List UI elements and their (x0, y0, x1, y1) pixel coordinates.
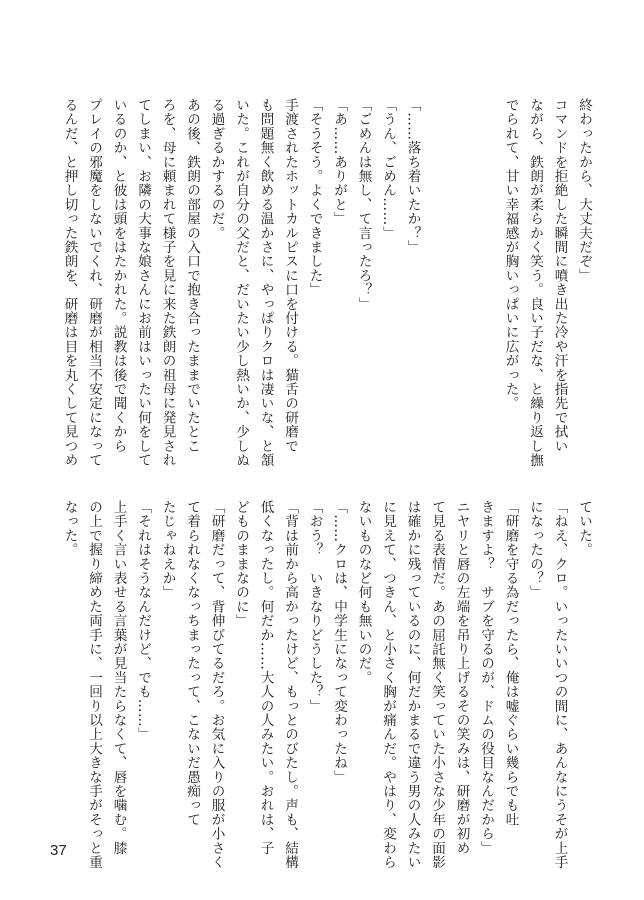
text-line: ないものなど何も無いのだ。 (355, 500, 372, 685)
text-line: 「ごめんは無し、て言ったろ？」 (355, 98, 372, 311)
text-line: いるのか、と彼は頭をはたかれた。説教は後で聞くから (110, 98, 127, 453)
text-line: るんだ、と押し切った鉄朗を、研磨は目を丸くして見つめ (61, 98, 78, 468)
text-line: たじゃねえか」 (159, 500, 176, 600)
text-line: になったの？」 (527, 500, 543, 600)
upper-text-block (44, 98, 596, 468)
page-number: 37 (50, 842, 67, 859)
text-line: コマンドを拒絶した瞬間に噴き出た冷や汗を指先で拭い (551, 98, 568, 453)
text-line: 「そうそう。よくできました」 (306, 98, 323, 297)
text-line (425, 98, 450, 438)
text-line: 「うん、ごめん……」 (380, 98, 396, 240)
text-line: プレイの邪魔をしないでくれ、研磨が相当不安定になって (86, 98, 102, 468)
text-line: ニヤリと唇の左端を吊り上げるその笑みは、研磨が初め (453, 500, 470, 855)
text-line: る過ぎるかするのだ。 (208, 98, 225, 240)
text-line: 「あ……ありがと」 (331, 98, 347, 226)
text-line: 低くなったし。何だか……大人の人みたい。おれは、子 (257, 500, 274, 855)
text-line: 「研磨だって、背伸びてるだろ。お気に入りの服が小さく (208, 500, 225, 870)
text-line: どものままなのに」 (233, 500, 249, 628)
text-line: 「ねえ、クロ。いったいいつの間に、あんなにうそが上手 (551, 500, 568, 870)
text-line (474, 98, 499, 438)
text-line: 「研磨を守る為だったら、俺は嘘ぐらい幾らでも吐 (502, 500, 519, 827)
text-line: 上手く言い表せる言葉が見当たらなくて、唇を噛む。膝 (110, 500, 127, 855)
text-line: 「それはそうなんだけど、でも……」 (135, 500, 151, 742)
text-line: 「おう？ いきなりどうした？」 (306, 500, 323, 713)
text-line: 「……落ち着いたか？」 (404, 98, 421, 255)
text-line: て見る表情だ。あの屈託無く笑っていた小さな少年の面影 (429, 500, 445, 870)
text-line: て着られなくなっちまったって、こないだ愚痴って (184, 500, 200, 827)
text-line: でられて、甘い幸福感が胸いっぱいに広がった。 (502, 98, 519, 411)
text-line: ろを、母に頼まれて様子を見に来た鉄朗の祖母に発見され (159, 98, 176, 468)
text-line: は確かに残っているのに、何だかまるで違う男の人みたい (404, 500, 421, 870)
text-line: きますよ？ サブを守るのが、ドムの役目なんだから」 (478, 500, 494, 855)
text-line: 終わったから、大丈夫だぞ」 (576, 98, 592, 283)
text-line: あの後、鉄朗の部屋の入口で抱き合ったままでいたとこ (184, 98, 200, 453)
text-line: 「……クロは、中学生になって変わったね」 (331, 500, 347, 784)
text-line (449, 98, 474, 438)
text-line: に見えて、つきん、と小さく胸が痛んだ。やはり、変わら (380, 500, 396, 870)
text-line: 「背は前から高かったけど、もっとのびたし。声も、結構 (282, 500, 298, 870)
text-line: も問題無く飲める温かさに、やっぱりクロは凄いな、と頷 (257, 98, 274, 468)
text-line: いた。これが自分の父だと、だいたい少し熱いか、少しぬ (233, 98, 249, 468)
text-line: の上で握り締めた両手に、一回り以上大きな手がそっと重 (86, 500, 102, 870)
text-line: てしまい、お隣の大事な娘さんにお前はいったい何をして (135, 98, 151, 468)
text-line: なった。 (61, 500, 78, 557)
text-line: ていた。 (576, 500, 592, 557)
text-line: ながら、鉄朗が柔らかく笑う。良い子だな、と繰り返し撫 (527, 98, 543, 468)
text-line: 手渡されたホットカルピスに口を付ける。猫舌の研磨で (282, 98, 298, 453)
